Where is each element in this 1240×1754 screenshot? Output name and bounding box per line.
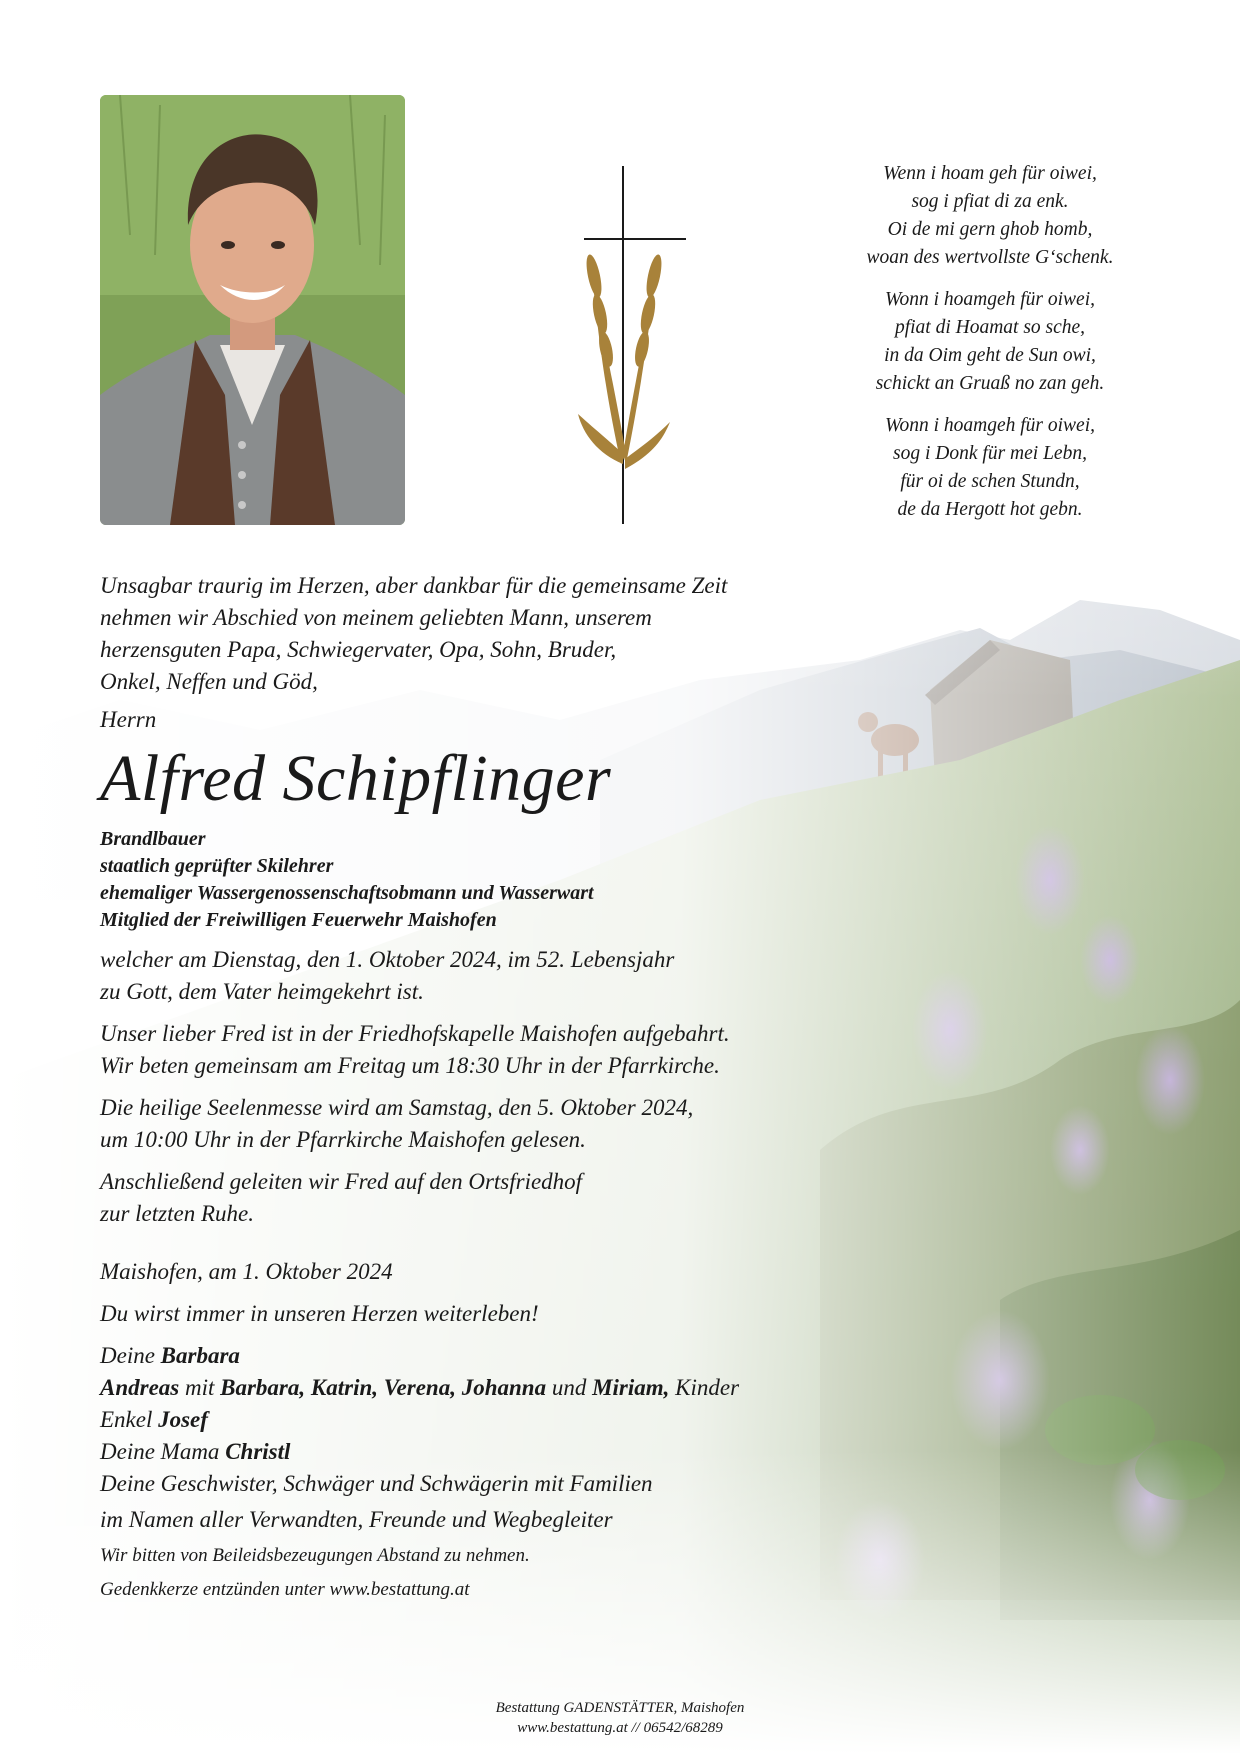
poem [770,160,1210,538]
place-date: Maishofen, am 1. Oktober 2024 [100,1259,393,1284]
poem-stanza [770,412,1210,524]
family-wife: Deine Barbara [100,1343,240,1368]
salutation: Herrn [100,707,157,732]
mass-line: Die heilige Seelenmesse wird am Samstag, den 5. Oktober 2024, [100,1095,694,1120]
deceased-name: Alfred Schipflinger [100,742,612,815]
poem-line: für oi de schen Stundn, [900,471,1080,492]
footer [0,1698,1240,1738]
poem-line: in da Oim geht de Sun owi, [884,345,1096,366]
intro-line: Onkel, Neffen und Göd, [100,669,318,694]
wheat-cross-icon [578,164,688,526]
family-children: Andreas mit Barbara, Katrin, Verena, Johanna und Miriam, Kinder [100,1375,740,1400]
wake-notice [100,1018,1000,1082]
poem-stanza [770,286,1210,398]
footer-company: Bestattung GADENSTÄTTER, Maishofen [495,1700,745,1716]
poem-line: Wonn i hoamgeh für oiwei, [885,289,1095,310]
family-mother: Deine Mama Christl [100,1439,291,1464]
announcement-body [100,570,1000,1604]
farewell-line: Du wirst immer in unseren Herzen weiterleben! [100,1301,539,1326]
intro-line: Unsagbar traurig im Herzen, aber dankbar für die gemeinsame Zeit [100,573,728,598]
footer-contact: www.bestattung.at // 06542/68289 [517,1720,723,1736]
portrait-photo [100,95,405,525]
family-grandchild: Enkel Josef [100,1407,208,1432]
death-notice [100,944,1000,1008]
title-line: ehemaliger Wassergenossenschaftsobmann und Wasserwart [100,882,594,904]
burial-notice [100,1166,1000,1230]
wake-line: Unser lieber Fred ist in der Friedhofskapelle Maishofen aufgebahrt. [100,1021,730,1046]
poem-line: de da Hergott hot gebn. [897,499,1083,520]
candle-note: Gedenkkerze entzünden unter www.bestattung.at [100,1579,470,1600]
wake-line: Wir beten gemeinsam am Freitag um 18:30 Uhr in der Pfarrkirche. [100,1053,720,1078]
family-siblings: Deine Geschwister, Schwäger und Schwägerin mit Familien [100,1471,653,1496]
poem-line: woan des wertvollste G‘schenk. [866,247,1114,268]
poem-line: sog i Donk für mei Lebn, [893,443,1087,464]
poem-line: Oi de mi gern ghob homb, [887,219,1093,240]
burial-line: zur letzten Ruhe. [100,1201,254,1226]
family-others: im Namen aller Verwandten, Freunde und Wegbegleiter [100,1507,613,1532]
poem-line: schickt an Gruaß no zan geh. [875,373,1105,394]
title-line: Mitglied der Freiwilligen Feuerwehr Maishofen [100,909,497,931]
death-line: welcher am Dienstag, den 1. Oktober 2024, im 52. Lebensjahr [100,947,675,972]
poem-line: sog i pfiat di za enk. [911,191,1069,212]
poem-stanza [770,160,1210,272]
poem-line: Wenn i hoam geh für oiwei, [883,163,1097,184]
burial-line: Anschließend geleiten wir Fred auf den Ortsfriedhof [100,1169,583,1194]
intro-line: nehmen wir Abschied von meinem geliebten Mann, unserem [100,605,652,630]
poem-line: Wonn i hoamgeh für oiwei, [885,415,1095,436]
intro-line: herzensguten Papa, Schwiegervater, Opa, Sohn, Bruder, [100,637,617,662]
titles [100,826,1000,934]
mass-notice [100,1092,1000,1156]
title-line: Brandlbauer [100,828,206,850]
mass-line: um 10:00 Uhr in der Pfarrkirche Maishofen gelesen. [100,1127,586,1152]
family-signature [100,1340,1000,1536]
condolence-note: Wir bitten von Beileidsbezeugungen Abstand zu nehmen. [100,1545,530,1566]
intro-text [100,570,1000,698]
title-line: staatlich geprüfter Skilehrer [100,855,334,877]
death-line: zu Gott, dem Vater heimgekehrt ist. [100,979,424,1004]
poem-line: pfiat di Hoamat so sche, [894,317,1086,338]
